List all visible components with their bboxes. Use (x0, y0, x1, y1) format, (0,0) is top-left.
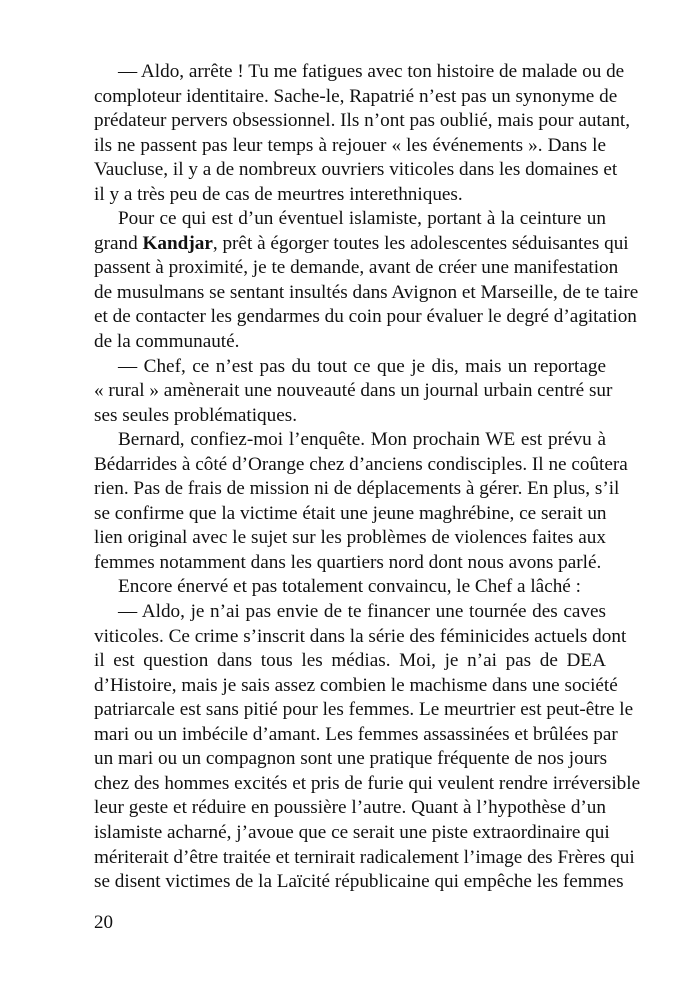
text-line: « rural » amènerait une nouveauté dans un journal urbain centré sur (94, 380, 613, 402)
text-line: patriarcale est sans pitié pour les femmes. Le meurtrier est peut-être le (94, 699, 634, 721)
text-line: un mari ou un compagnon sont une pratique fréquente de nos jours (94, 748, 608, 770)
text-line: chez des hommes excités et pris de furie qui veulent rendre irréversible (94, 772, 641, 794)
text-line: il est question dans tous les médias. Moi, je n’ai pas de DEA (94, 650, 606, 672)
text-line: d’Histoire, mais je sais assez combien le machisme dans une société (94, 674, 618, 696)
text-segment: grand (94, 232, 143, 254)
text-line: islamiste acharné, j’avoue que ce serait une piste extraordinaire qui (94, 821, 610, 843)
text-line: mériterait d’être traitée et ternirait radicalement l’image des Frères qui (94, 846, 635, 868)
text-line (94, 232, 629, 257)
bold-term: Kandjar (142, 232, 213, 254)
text-line: femmes notamment dans les quartiers nord dont nous avons parlé. (94, 551, 602, 573)
text-line: et de contacter les gendarmes du coin pour évaluer le degré d’agitation (94, 306, 637, 328)
text-line: — Aldo, je n’ai pas envie de te financer une tournée des caves (118, 601, 606, 623)
text-line: viticoles. Ce crime s’inscrit dans la série des féminicides actuels dont (94, 625, 627, 647)
text-line: ils ne passent pas leur temps à rejouer « les événements ». Dans le (94, 134, 606, 156)
text-line: se confirme que la victime était une jeune maghrébine, ce serait un (94, 502, 607, 524)
text-line: comploteur identitaire. Sache-le, Rapatrié n’est pas un synonyme de (94, 85, 618, 107)
text-line: lien original avec le sujet sur les problèmes de violences faites aux (94, 527, 606, 549)
text-line: prédateur pervers obsessionnel. Ils n’ont pas oublié, mais pour autant, (94, 110, 631, 132)
page-number: 20 (94, 912, 113, 933)
text-line: Bédarrides à côté d’Orange chez d’anciens condisciples. Il ne coûtera (94, 453, 628, 475)
text-line: passent à proximité, je te demande, avant de créer une manifestation (94, 257, 619, 279)
text-line: Bernard, confiez-moi l’enquête. Mon prochain WE est prévu à (118, 429, 606, 451)
text-line: de la communauté. (94, 331, 240, 353)
text-segment: , prêt à égorger toutes les adolescentes séduisantes qui (212, 232, 629, 254)
text-line: Encore énervé et pas totalement convaincu, le Chef a lâché : (118, 576, 581, 598)
text-line: Pour ce qui est d’un éventuel islamiste, portant à la ceinture un (118, 208, 606, 230)
text-line: se disent victimes de la Laïcité républicaine qui empêche les femmes (94, 871, 624, 893)
text-line: de musulmans se sentant insultés dans Avignon et Marseille, de te taire (94, 281, 639, 303)
text-line: — Aldo, arrête ! Tu me fatigues avec ton histoire de malade ou de (118, 61, 625, 82)
text-line: ses seules problématiques. (94, 404, 298, 426)
text-line: leur geste et réduire en poussière l’autre. Quant à l’hypothèse d’un (94, 797, 606, 819)
text-line: mari ou un imbécile d’amant. Les femmes assassinées et brûlées par (94, 723, 618, 745)
body-text (94, 60, 641, 895)
text-line: — Chef, ce n’est pas du tout ce que je dis, mais un reportage (118, 355, 606, 377)
text-line: Vaucluse, il y a de nombreux ouvriers viticoles dans les domaines et (94, 159, 618, 181)
text-line: il y a très peu de cas de meurtres interethniques. (94, 183, 463, 205)
text-line: rien. Pas de frais de mission ni de déplacements à gérer. En plus, s’il (94, 478, 620, 500)
